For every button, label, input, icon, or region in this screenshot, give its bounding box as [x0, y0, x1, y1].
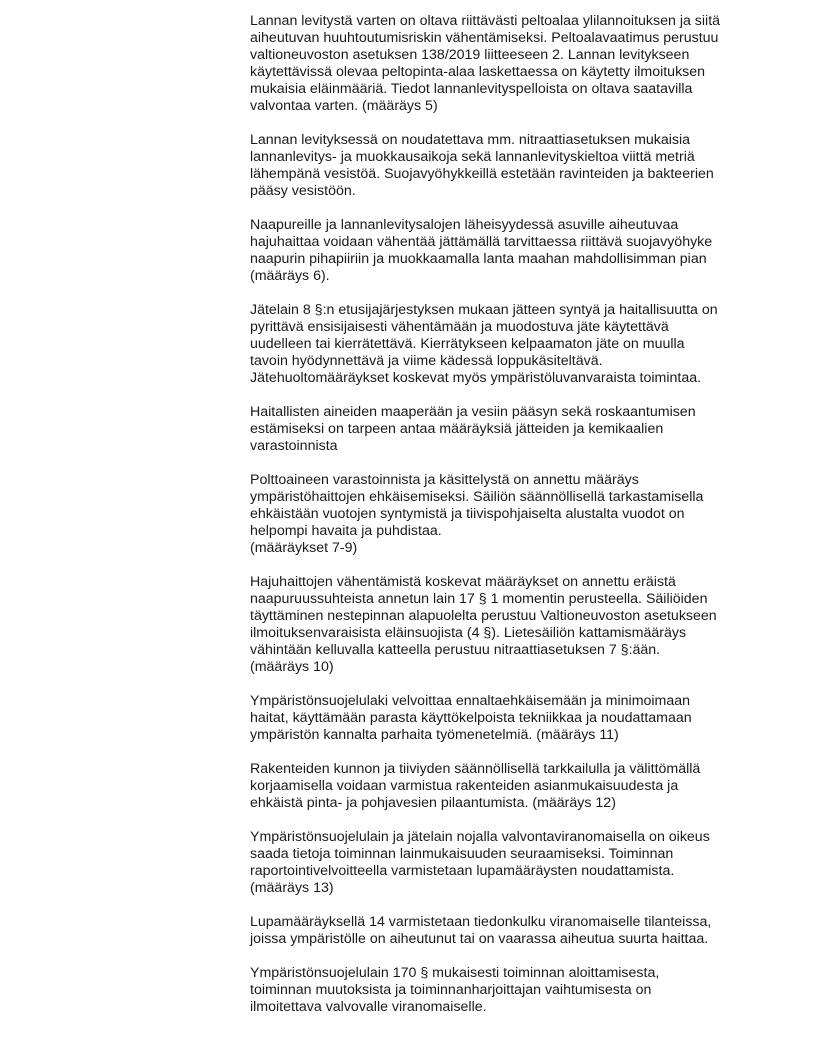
text-line: mukaisia eläinmääriä. Tiedot lannanlevityspelloista on oltava saatavilla	[250, 81, 693, 97]
text-line: naapurin pihapiiriin ja muokkaamalla lanta maahan mahdollisimman pian	[250, 251, 707, 267]
text-line: valtioneuvoston asetuksen 138/2019 liitteeseen 2. Lannan levitykseen	[250, 47, 690, 63]
text-line: pääsy vesistöön.	[250, 183, 356, 199]
text-line: joissa ympäristölle on aiheutunut tai on vaarassa aiheutua suurta haittaa.	[250, 931, 709, 947]
text-line: Lannan levitystä varten on oltava riittävästi peltoalaa ylilannoituksen ja siitä	[250, 13, 721, 29]
text-line: helpompi havaita ja puhdistaa.	[250, 523, 442, 539]
paragraph-waste-hierarchy	[250, 302, 750, 387]
text-line: pyrittävä ensisijaisesti vähentämään ja muodostuva jäte käytettävä	[250, 319, 669, 335]
text-line: lähempänä vesistöä. Suojavyöhykkeillä estetään ravinteiden ja bakteerien	[250, 166, 714, 182]
text-line: vähintään kelluvalla katteella perustuu nitraattiasetuksen 7 §:ään.	[250, 642, 661, 658]
text-line: saada tietoja toiminnan lainmukaisuuden seuraamiseksi. Toiminnan	[250, 846, 674, 862]
text-line: Rakenteiden kunnon ja tiiviyden säännöllisellä tarkkailulla ja välittömällä	[250, 761, 701, 777]
text-line: ympäristön kannalta parhaita työmenetelmiä. (määräys 11)	[250, 727, 619, 743]
paragraph-manure-field-area	[250, 13, 750, 115]
text-line: ehkäistä pinta- ja pohjavesien pilaantumista. (määräys 12)	[250, 795, 616, 811]
text-line: ympäristöhaittojen ehkäisemiseksi. Säiliön säännöllisellä tarkastamisella	[250, 489, 704, 505]
text-line: tavoin hyödynnettävä ja viime kädessä loppukäsiteltävä.	[250, 353, 603, 369]
text-line: ehkäistään vuotojen syntymistä ja tiivispohjaiselta alustalta vuodot on	[250, 506, 685, 522]
document-body	[250, 13, 750, 1016]
text-line: Naapureille ja lannanlevitysalojen läheisyydessä asuville aiheutuvaa	[250, 217, 679, 233]
text-line: (määräys 6).	[250, 268, 330, 284]
text-line: uudelleen tai kierrätettävä. Kierrätykseen kelpaamaton jäte on muulla	[250, 336, 685, 352]
text-line: aiheutuvan huuhtoutumisriskin vähentämiseksi. Peltoalavaatimus perustuu	[250, 30, 719, 46]
text-line: estämiseksi on tarpeen antaa määräyksiä jätteiden ja kemikaalien	[250, 421, 664, 437]
text-line: Ympäristönsuojelulain 170 § mukaisesti toiminnan aloittamisesta,	[250, 965, 660, 981]
text-line: (määräykset 7-9)	[250, 540, 358, 556]
text-line: valvontaa varten. (määräys 5)	[250, 98, 438, 114]
text-line: (määräys 13)	[250, 880, 334, 896]
text-line: naapuruussuhteista annetun lain 17 § 1 momentin perusteella. Säiliöiden	[250, 591, 708, 607]
text-line: toiminnan muutoksista ja toiminnanharjoittajan vaihtumisesta on	[250, 982, 652, 998]
text-line: Jätehuoltomääräykset koskevat myös ympäristöluvanvaraista toimintaa.	[250, 370, 702, 386]
paragraph-environmental-protection-act	[250, 693, 750, 744]
text-line: Ympäristönsuojelulain ja jätelain nojalla valvontaviranomaisella on oikeus	[250, 829, 710, 845]
paragraph-change-notification	[250, 965, 750, 1016]
paragraph-fuel-storage	[250, 472, 750, 557]
text-line: ilmoitettava valvovalle viranomaiselle.	[250, 999, 487, 1015]
text-line: täyttäminen nestepinnan alapuolelta perustuu Valtioneuvoston asetukseen	[250, 608, 717, 624]
text-line: käytettävissä olevaa peltopinta-alaa laskettaessa on käytetty ilmoituksen	[250, 64, 706, 80]
text-line: haitat, käyttämään parasta käyttökelpoista tekniikkaa ja noudattamaan	[250, 710, 692, 726]
text-line: ilmoituksenvaraisista eläinsuojista (4 §). Lietesäiliön kattamismääräys	[250, 625, 687, 641]
text-line: Hajuhaittojen vähentämistä koskevat määräykset on annettu eräistä	[250, 574, 676, 590]
paragraph-manure-spreading-rules	[250, 132, 750, 200]
text-line: raportointivelvoitteella varmistetaan lupamääräysten noudattamista.	[250, 863, 675, 879]
text-line: Lannan levityksessä on noudatettava mm. nitraattiasetuksen mukaisia	[250, 132, 691, 148]
text-line: Jätelain 8 §:n etusijajärjestyksen mukaan jätteen syntyä ja haitallisuutta on	[250, 302, 718, 318]
paragraph-structures-monitoring	[250, 761, 750, 812]
text-line: Lupamääräyksellä 14 varmistetaan tiedonkulku viranomaiselle tilanteissa,	[250, 914, 712, 930]
paragraph-storage-hazardous	[250, 404, 750, 455]
text-line: varastoinnista	[250, 438, 338, 454]
paragraph-odour-reduction	[250, 574, 750, 676]
text-line: (määräys 10)	[250, 659, 334, 675]
text-line: Polttoaineen varastoinnista ja käsittelystä on annettu määräys	[250, 472, 639, 488]
paragraph-information-flow	[250, 914, 750, 948]
paragraph-reporting	[250, 829, 750, 897]
text-line: korjaamisella voidaan varmistua rakenteiden asianmukaisuudesta ja	[250, 778, 679, 794]
paragraph-odour-neighbours	[250, 217, 750, 285]
text-line: hajuhaittaa voidaan vähentää jättämällä tarvittaessa riittävä suojavyöhyke	[250, 234, 713, 250]
text-line: Ympäristönsuojelulaki velvoittaa ennaltaehkäisemään ja minimoimaan	[250, 693, 691, 709]
text-line: Haitallisten aineiden maaperään ja vesiin pääsyn sekä roskaantumisen	[250, 404, 696, 420]
text-line: lannanlevitys- ja muokkausaikoja sekä lannanlevityskieltoa viittä metriä	[250, 149, 695, 165]
